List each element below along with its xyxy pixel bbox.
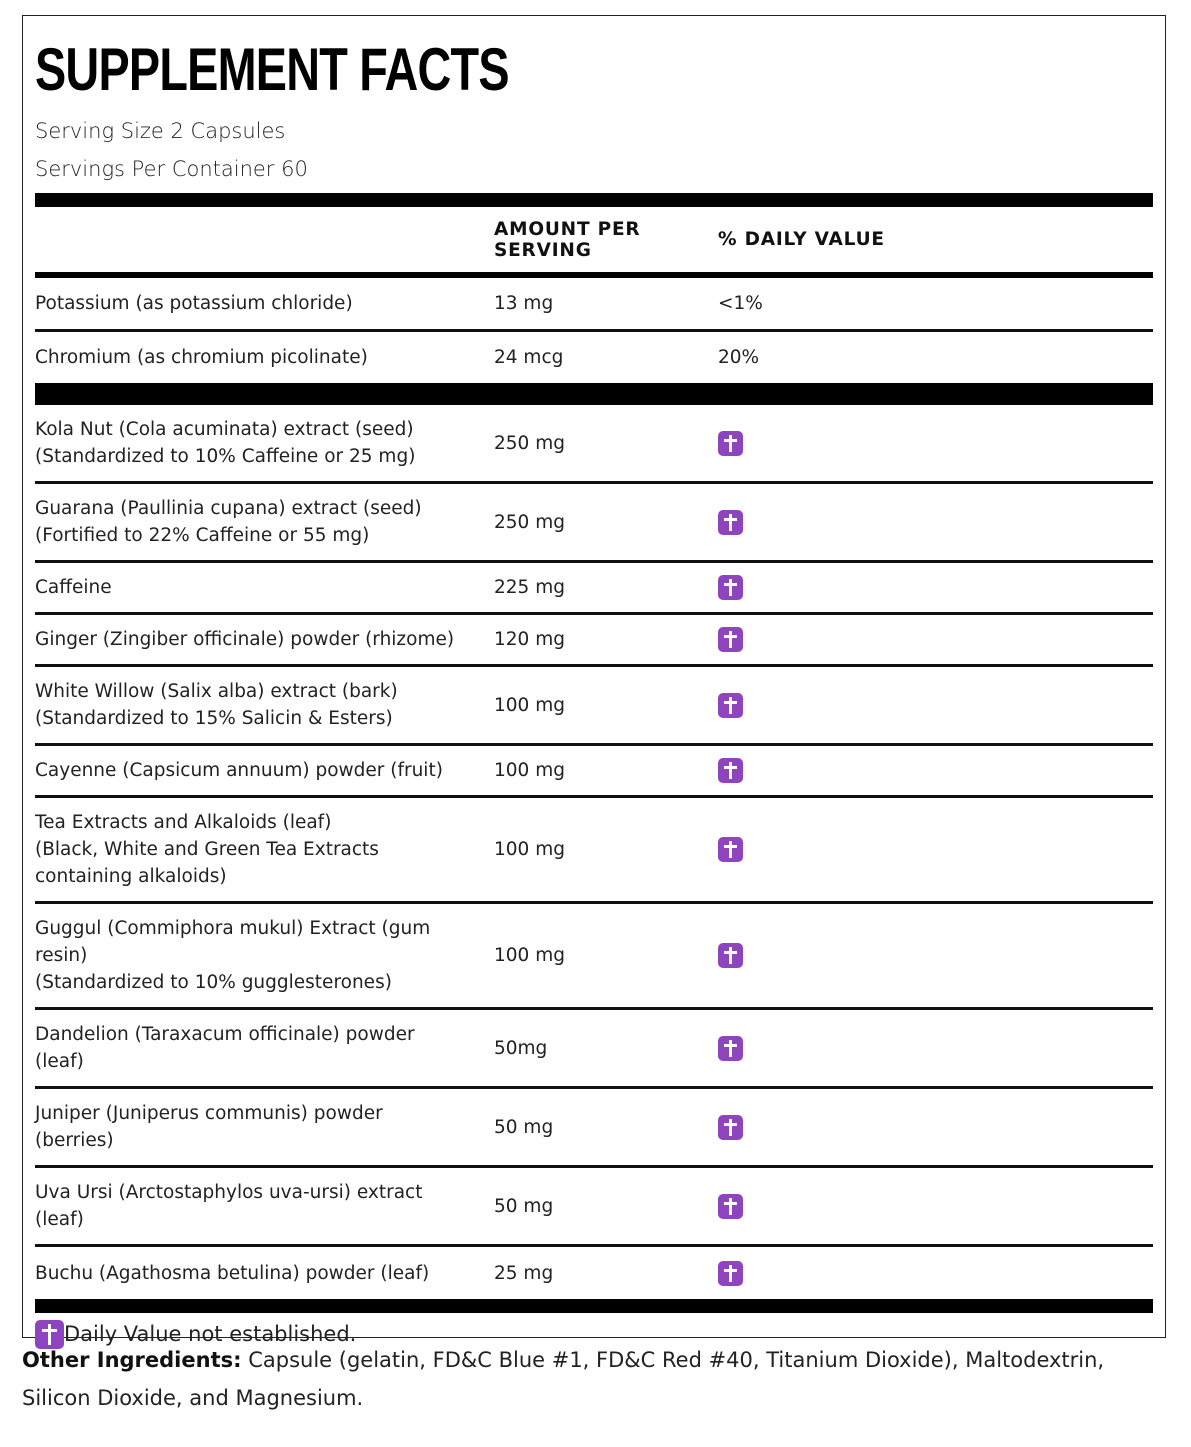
ingredient-name — [35, 1179, 494, 1233]
ingredient-daily-value — [718, 1115, 743, 1140]
divider-thick-bottom — [35, 1299, 1153, 1313]
ingredient-amount: 120 mg — [494, 629, 565, 650]
ingredient-name-line: (leaf) — [35, 1209, 84, 1230]
ingredient-row — [35, 563, 1153, 615]
ingredient-name — [35, 915, 494, 996]
ingredient-row — [35, 667, 1153, 746]
other-ingredients-label: Other Ingredients: — [22, 1348, 242, 1372]
nutrient-amount: 13 mg — [494, 293, 554, 314]
ingredient-name — [35, 1260, 494, 1287]
ingredient-amount: 25 mg — [494, 1262, 554, 1284]
ingredient-amount: 225 mg — [494, 577, 565, 598]
nutrient-name: Potassium (as potassium chloride) — [35, 293, 353, 314]
ingredient-name-line: resin) — [35, 945, 88, 966]
ingredient-name-line: Caffeine — [35, 577, 112, 598]
purple-cross-icon — [718, 1036, 743, 1061]
purple-cross-icon — [718, 1261, 743, 1286]
divider-thick — [35, 193, 1153, 207]
ingredient-row — [35, 615, 1153, 667]
ingredient-name-line: (Standardized to 10% Caffeine or 25 mg) — [35, 446, 416, 467]
nutrient-row — [35, 278, 1153, 332]
nutrient-row — [35, 332, 1153, 383]
ingredient-amount: 50 mg — [494, 1116, 554, 1138]
ingredient-name-line: Uva Ursi (Arctostaphylos uva-ursi) extract — [35, 1182, 423, 1203]
ingredient-name — [35, 1021, 494, 1075]
ingredient-row — [35, 798, 1153, 904]
nutrient-name: Chromium (as chromium picolinate) — [35, 347, 368, 368]
ingredient-daily-value — [718, 627, 743, 652]
purple-cross-icon — [718, 627, 743, 652]
purple-cross-icon — [718, 943, 743, 968]
ingredient-row — [35, 1010, 1153, 1089]
ingredient-name-line: containing alkaloids) — [35, 866, 227, 887]
ingredient-name-line: Cayenne (Capsicum annuum) powder (fruit) — [35, 760, 443, 781]
ingredient-name-line: White Willow (Salix alba) extract (bark) — [35, 681, 398, 702]
ingredient-name — [35, 626, 494, 653]
ingredient-amount: 100 mg — [494, 760, 565, 781]
ingredient-daily-value — [718, 1261, 743, 1286]
ingredient-amount: 250 mg — [494, 511, 565, 533]
header-amount: AMOUNT PER SERVING — [494, 218, 641, 261]
ingredient-name-line: (Fortified to 22% Caffeine or 55 mg) — [35, 525, 370, 546]
supplement-facts-panel — [22, 15, 1166, 1346]
ingredient-name-line: Juniper (Juniperus communis) powder — [35, 1103, 383, 1124]
ingredient-amount: 100 mg — [494, 945, 565, 966]
ingredient-name — [35, 574, 494, 601]
ingredient-name-line: Buchu (Agathosma betulina) powder (leaf) — [35, 1262, 430, 1284]
ingredient-amount: 50 mg — [494, 1195, 554, 1217]
purple-cross-icon — [718, 758, 743, 783]
serving-size: Serving Size 2 Capsules — [35, 119, 286, 143]
servings-per-container: Servings Per Container 60 — [35, 157, 308, 181]
other-ingredients-text: Capsule (gelatin, FD&C Blue #1, FD&C Red #40, Titanium Dioxide), Maltodextrin, Silicon Dioxide, and Magnesium. — [22, 1348, 1105, 1410]
table-header — [35, 207, 1153, 272]
ingredient-name-line: Dandelion (Taraxacum officinale) powder — [35, 1024, 415, 1045]
ingredient-name-line: Guarana (Paullinia cupana) extract (seed) — [35, 498, 422, 519]
purple-cross-icon — [718, 693, 743, 718]
ingredient-name — [35, 495, 494, 549]
ingredient-name-line: Guggul (Commiphora mukul) Extract (gum — [35, 918, 431, 939]
ingredient-row — [35, 904, 1153, 1010]
ingredient-name-line: Kola Nut (Cola acuminata) extract (seed) — [35, 419, 414, 440]
purple-cross-icon — [718, 510, 743, 535]
ingredient-daily-value — [718, 1036, 743, 1061]
divider-large — [35, 383, 1153, 405]
ingredient-name — [35, 757, 494, 784]
panel-title: SUPPLEMENT FACTS — [35, 36, 509, 103]
ingredient-name — [35, 416, 494, 470]
ingredient-row — [35, 1089, 1153, 1168]
footnote-text: Daily Value not established. — [64, 1322, 357, 1346]
ingredient-row — [35, 1168, 1153, 1247]
purple-cross-icon — [718, 431, 743, 456]
ingredient-amount: 250 mg — [494, 432, 565, 454]
nutrient-daily-value: <1% — [718, 293, 763, 314]
ingredient-name-line: (Black, White and Green Tea Extracts — [35, 839, 379, 860]
ingredient-amount: 100 mg — [494, 839, 565, 860]
ingredient-row — [35, 746, 1153, 798]
ingredient-name-line: (leaf) — [35, 1051, 84, 1072]
ingredient-daily-value — [718, 943, 743, 968]
ingredient-row — [35, 405, 1153, 484]
ingredient-daily-value — [718, 431, 743, 456]
ingredient-amount: 100 mg — [494, 694, 565, 716]
ingredient-row — [35, 1247, 1153, 1299]
ingredient-name — [35, 1100, 494, 1154]
purple-cross-icon — [718, 837, 743, 862]
ingredient-name-line: (Standardized to 15% Salicin & Esters) — [35, 708, 393, 729]
header-daily-value: % DAILY VALUE — [718, 229, 885, 250]
ingredient-daily-value — [718, 575, 743, 600]
purple-cross-icon — [718, 1194, 743, 1219]
other-ingredients — [22, 1341, 1152, 1417]
ingredient-daily-value — [718, 758, 743, 783]
ingredient-daily-value — [718, 510, 743, 535]
nutrient-amount: 24 mcg — [494, 347, 564, 368]
ingredient-daily-value — [718, 1194, 743, 1219]
nutrient-list — [35, 278, 1153, 383]
ingredient-name — [35, 678, 494, 732]
ingredient-row — [35, 484, 1153, 563]
ingredient-name-line: (Standardized to 10% gugglesterones) — [35, 972, 392, 993]
ingredient-name-line: (berries) — [35, 1130, 114, 1151]
purple-cross-icon — [718, 1115, 743, 1140]
ingredient-daily-value — [718, 837, 743, 862]
ingredient-name-line: Tea Extracts and Alkaloids (leaf) — [35, 812, 332, 833]
purple-cross-icon — [718, 575, 743, 600]
nutrient-daily-value: 20% — [718, 347, 760, 368]
ingredient-amount: 50mg — [494, 1037, 548, 1059]
ingredient-name-line: Ginger (Zingiber officinale) powder (rhizome) — [35, 629, 455, 650]
ingredient-name — [35, 809, 494, 890]
ingredient-list — [35, 405, 1153, 1299]
ingredient-daily-value — [718, 693, 743, 718]
